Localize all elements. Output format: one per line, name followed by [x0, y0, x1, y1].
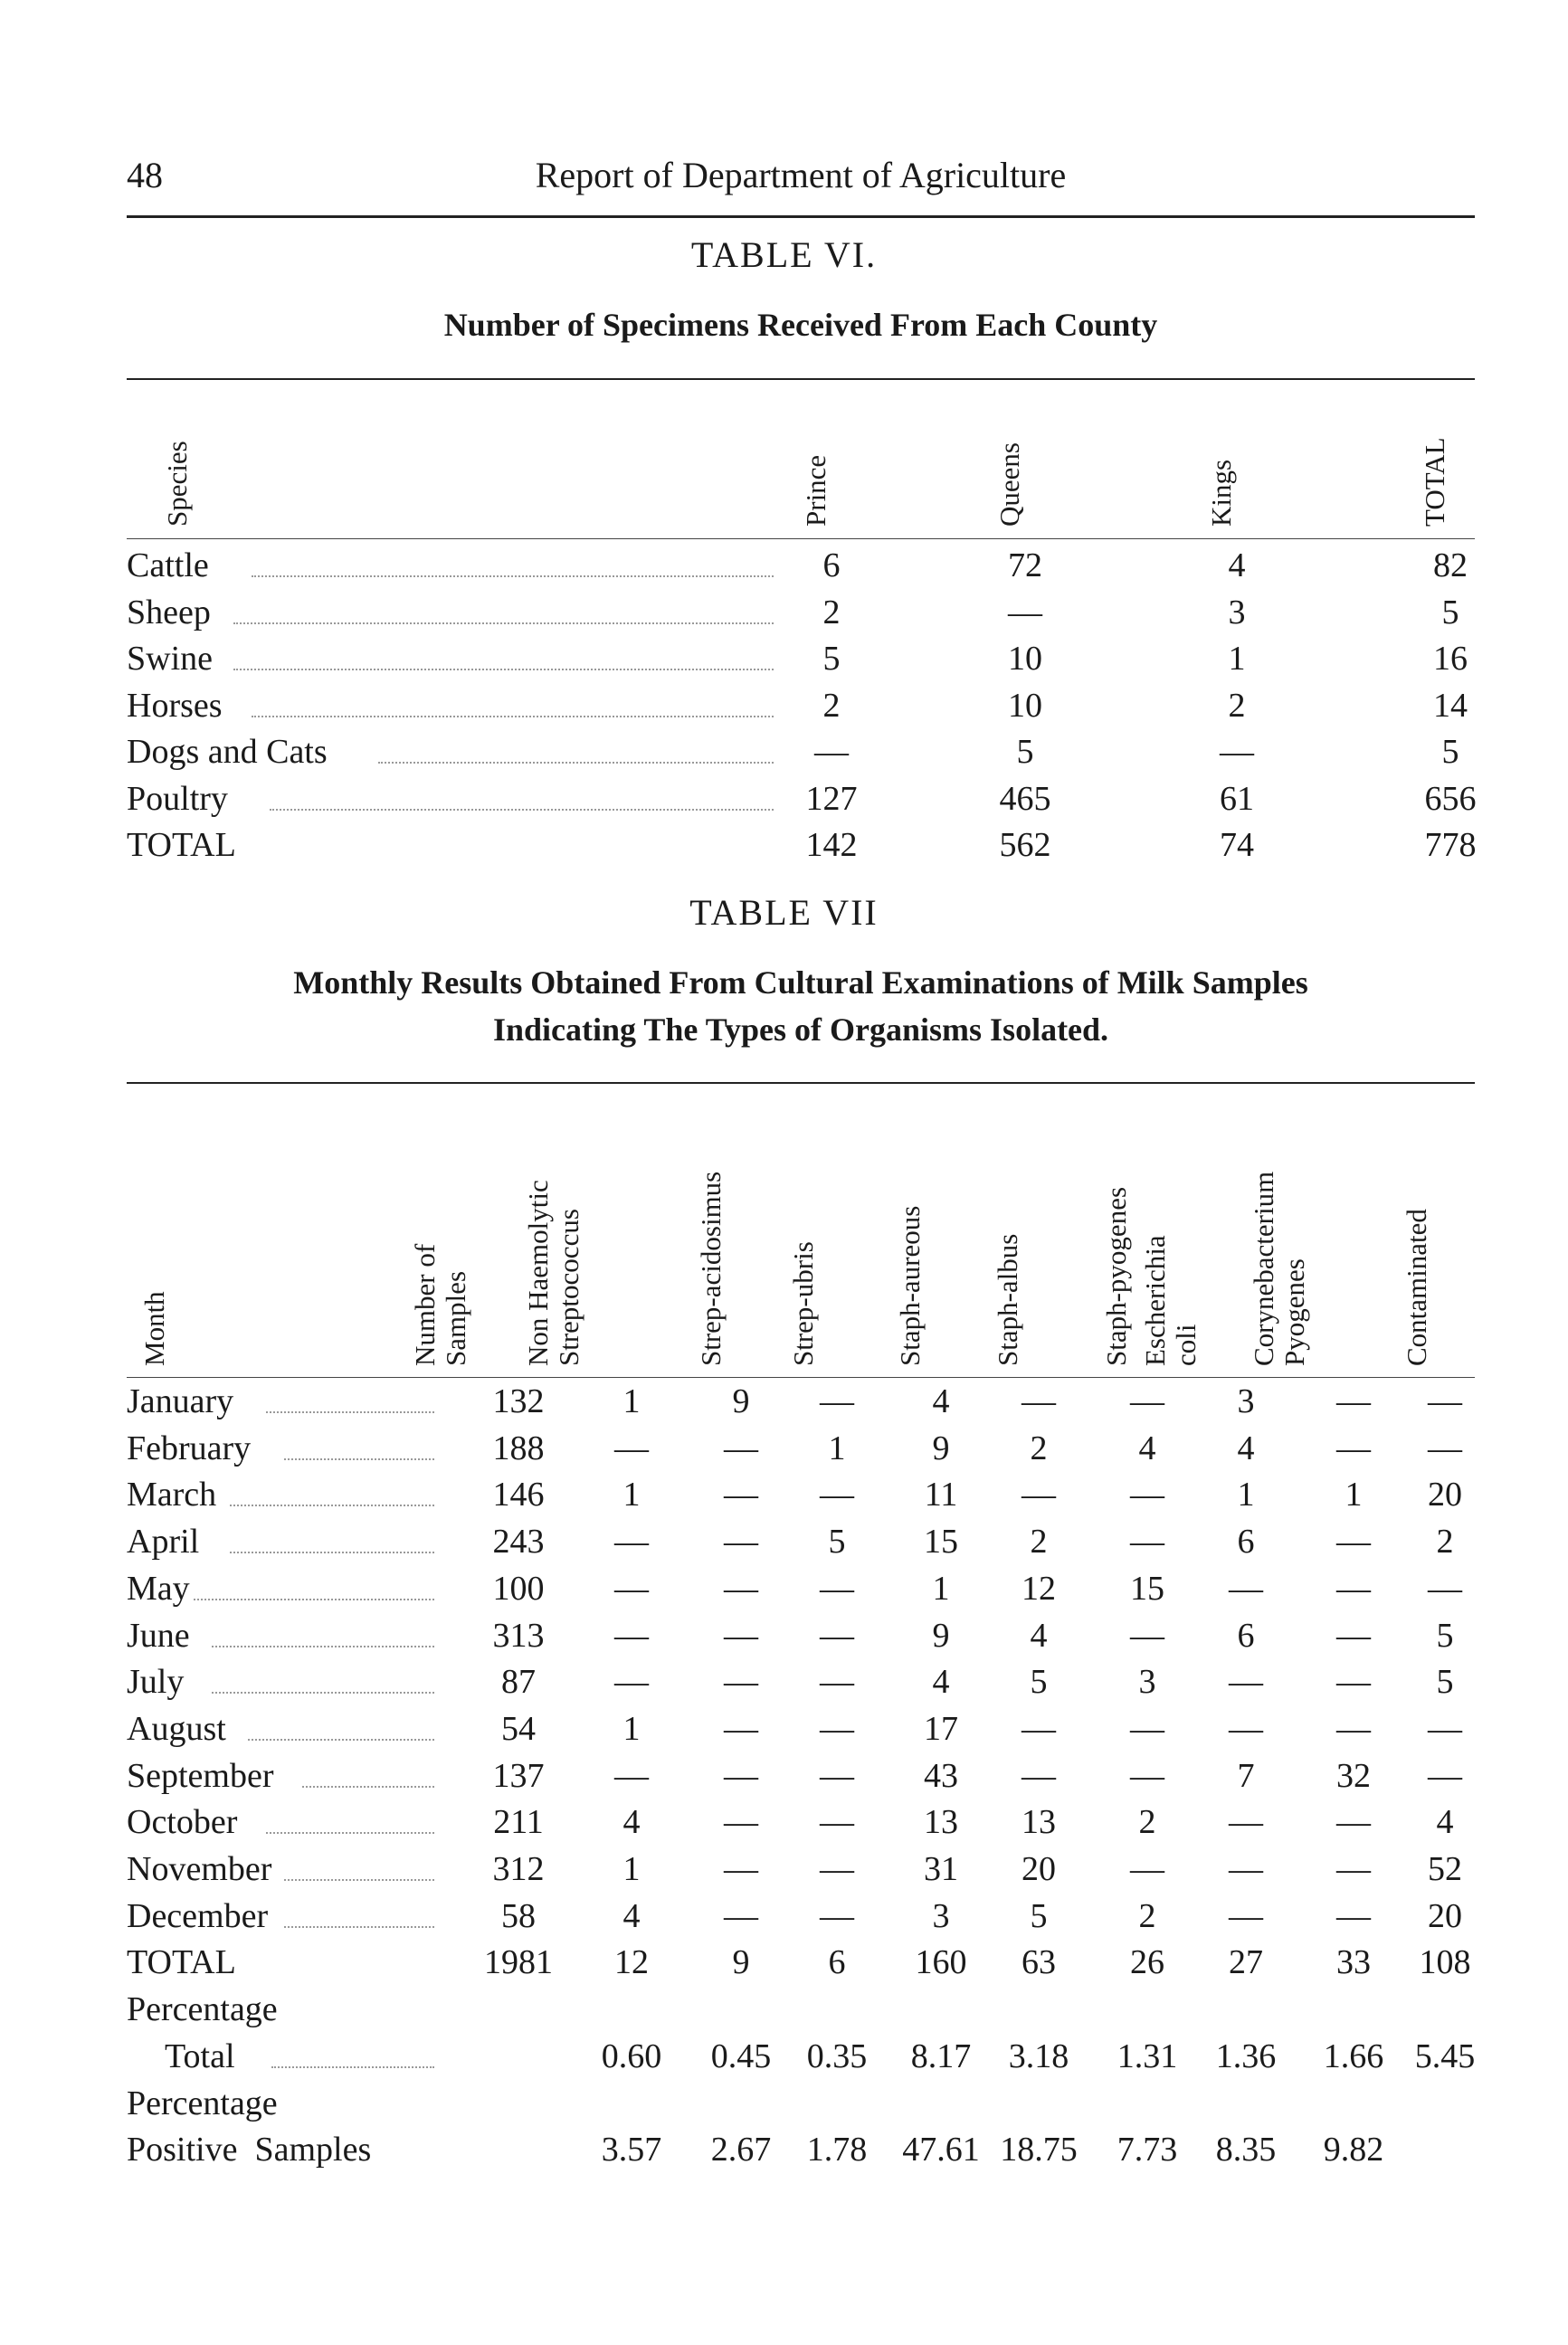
table6-cell: 2 [822, 686, 841, 725]
pct-total-cell: 5.45 [1414, 2036, 1476, 2075]
table7-header-text: Non Haemolytic Streptococcus [522, 1180, 584, 1366]
table7-cell: — [820, 1756, 854, 1795]
table7-cell: 2 [1030, 1429, 1048, 1467]
dot-leader [230, 1505, 434, 1506]
table7-cell: 211 [493, 1803, 544, 1842]
table7-row-label: April [127, 1523, 200, 1562]
table6-cell: — [1008, 593, 1042, 631]
table7-cell: 1 [622, 1850, 641, 1888]
table7-cell: — [614, 1663, 649, 1702]
table7-cell: 1 [622, 1382, 641, 1420]
table7-row-label: February [127, 1429, 252, 1467]
dot-leader [266, 1411, 434, 1413]
dot-leader [302, 1786, 434, 1788]
table7-cell: — [724, 1803, 758, 1842]
table7-cell: — [724, 1709, 758, 1748]
table7-cell: 87 [501, 1663, 536, 1702]
table7-cell: — [1229, 1709, 1263, 1748]
table6-cell: 2 [1228, 686, 1246, 725]
table7-cell: — [1428, 1429, 1462, 1467]
table7-row-label: December [127, 1896, 269, 1935]
dot-leader [233, 622, 774, 624]
table6-cell: 3 [1228, 593, 1246, 631]
table6-cell: 61 [1220, 779, 1254, 818]
pct-positive-cell: 7.73 [1117, 2131, 1178, 2169]
table7-cell: 9 [932, 1616, 950, 1655]
table7-header-text: Number of Samples [409, 1243, 471, 1366]
table6-cell: 2 [822, 593, 841, 631]
table7-cell: — [1336, 1663, 1371, 1702]
table7-cell: — [820, 1803, 854, 1842]
table7-cell: 9 [732, 1943, 750, 1982]
table7-row-label: July [127, 1663, 185, 1702]
dot-leader [252, 716, 774, 717]
table6-cell: 10 [1008, 640, 1042, 678]
table7-cell: — [724, 1429, 758, 1467]
table6-row-label: Poultry [127, 779, 228, 818]
table7-header-text: Corynebacterium Pyogenes [1248, 1171, 1310, 1366]
table7-cell: 31 [924, 1850, 958, 1888]
table7-cell: 54 [501, 1709, 536, 1748]
table7-cell: 27 [1229, 1943, 1263, 1982]
table7-cell: — [614, 1429, 649, 1467]
table6-cell: 465 [999, 779, 1051, 818]
table7-header-text: Strep-ubris [787, 1241, 819, 1366]
table7-cell: — [724, 1569, 758, 1608]
table7-cell: 132 [492, 1382, 545, 1420]
table7-cell: 1 [622, 1476, 641, 1514]
table7-cell: 4 [1030, 1616, 1048, 1655]
running-header [127, 154, 1475, 208]
table7-cell: 43 [924, 1756, 958, 1795]
table7-cell: — [1130, 1756, 1164, 1795]
dot-leader [230, 1552, 434, 1553]
dot-leader [271, 2066, 434, 2068]
table7-header-text: Escherichia coli [1139, 1235, 1202, 1366]
table7-cell: — [724, 1616, 758, 1655]
table7-cell: — [1022, 1382, 1056, 1420]
table7-cell: 4 [622, 1803, 641, 1842]
table7-cell: 4 [1436, 1803, 1454, 1842]
table7-cell: — [820, 1569, 854, 1608]
pct-total-cell: 8.17 [910, 2036, 972, 2075]
table7-cell: 17 [924, 1709, 958, 1748]
table6-header-species-text: Species [161, 441, 193, 527]
table6-cell: 16 [1433, 640, 1468, 678]
table7-header-text: Strep-acidosimus [695, 1171, 727, 1366]
table7-cell: — [820, 1616, 854, 1655]
table7-cell: 20 [1428, 1476, 1462, 1514]
table7-cell: 20 [1428, 1896, 1462, 1935]
dot-leader [284, 1458, 434, 1460]
header-rule [127, 215, 1475, 218]
table7-cell: 160 [915, 1943, 967, 1982]
table7-cell: — [1022, 1476, 1056, 1514]
table7-header-text: Staph-albus [992, 1233, 1023, 1366]
table7-cell: 108 [1419, 1943, 1471, 1982]
pct-positive-cell: 18.75 [1000, 2131, 1078, 2169]
pct-total-cell: 0.35 [806, 2036, 868, 2075]
table7-cell: — [724, 1523, 758, 1562]
table7-cell: 5 [1030, 1896, 1048, 1935]
table7-cell: 9 [932, 1429, 950, 1467]
table7-cell: 6 [828, 1943, 846, 1982]
table7-cell: — [614, 1523, 649, 1562]
table7-cell: 4 [1237, 1429, 1255, 1467]
dot-leader [212, 1646, 434, 1647]
table7-cell: 26 [1130, 1943, 1164, 1982]
table7-cell: — [1336, 1382, 1371, 1420]
table7-cell: — [1022, 1756, 1056, 1795]
table7-cell: — [1336, 1429, 1371, 1467]
table7-cell: 5 [1436, 1616, 1454, 1655]
table7-cell: — [1428, 1382, 1462, 1420]
table7-cell: — [1130, 1382, 1164, 1420]
table7-row-label: May [127, 1569, 190, 1608]
table7-cell: — [614, 1756, 649, 1795]
table6-cell: 14 [1433, 686, 1468, 725]
table6-cell: 142 [805, 826, 858, 864]
table6-title: TABLE VI. [690, 234, 878, 275]
table7-cell: 4 [1138, 1429, 1156, 1467]
table7-cell: 5 [828, 1523, 846, 1562]
table7-cell: 3 [932, 1896, 950, 1935]
pct-positive-cell: 9.82 [1323, 2131, 1384, 2169]
table7-cell: 1 [1237, 1476, 1255, 1514]
table7-cell: — [724, 1756, 758, 1795]
table7-cell: — [1130, 1616, 1164, 1655]
table7-top-rule [127, 1082, 1475, 1084]
table7-cell: 1 [828, 1429, 846, 1467]
dot-leader [194, 1599, 434, 1600]
table7-cell: 5 [1436, 1663, 1454, 1702]
table7-cell: — [724, 1850, 758, 1888]
dot-leader [266, 1832, 434, 1834]
pct-positive-cell: 8.35 [1215, 2131, 1277, 2169]
table6-cell: — [1220, 733, 1254, 771]
table7-cell: 13 [924, 1803, 958, 1842]
table6-cell: 1 [1228, 640, 1246, 678]
table7-cell: 33 [1336, 1943, 1371, 1982]
table7-cell: 3 [1237, 1382, 1255, 1420]
table6-subtitle: Number of Specimens Received From Each County [443, 307, 1158, 343]
table7-cell: — [820, 1382, 854, 1420]
table7-row-label: TOTAL [127, 1943, 236, 1982]
table7-cell: — [1229, 1896, 1263, 1935]
table7-cell: — [1229, 1569, 1263, 1608]
table7-cell: — [820, 1850, 854, 1888]
table7-header-text: Staph-aureous [894, 1205, 926, 1366]
pct-total-cell: 3.18 [1008, 2036, 1069, 2075]
table7-cell: 7 [1237, 1756, 1255, 1795]
table7-cell: 58 [501, 1896, 536, 1935]
table7-cell: — [820, 1476, 854, 1514]
table7-row-label: October [127, 1803, 238, 1842]
table7-cell: — [820, 1709, 854, 1748]
table6-cell: 4 [1228, 546, 1246, 584]
table7-cell: — [1336, 1523, 1371, 1562]
table7-cell: — [1428, 1756, 1462, 1795]
table7-cell: 6 [1237, 1616, 1255, 1655]
table7-cell: 20 [1022, 1850, 1056, 1888]
table7-cell: — [820, 1896, 854, 1935]
table6-cell: 74 [1220, 826, 1254, 864]
table6-cell: 82 [1433, 546, 1468, 584]
table6-row-label: Cattle [127, 546, 209, 584]
table7-cell: 4 [932, 1663, 950, 1702]
table7-row-label: November [127, 1850, 272, 1888]
pct-total-label-line2: Total [165, 2036, 235, 2075]
table7-row-label: September [127, 1756, 274, 1795]
pct-positive-cell: 47.61 [902, 2131, 980, 2169]
table6-cell: 6 [822, 546, 841, 584]
table6-cell: 10 [1008, 686, 1042, 725]
table6-header-rule [127, 538, 1475, 539]
table7-cell: — [724, 1476, 758, 1514]
table6-header-prince-text: Prince [800, 454, 832, 527]
table7-cell: 32 [1336, 1756, 1371, 1795]
table7-title: TABLE VII [689, 892, 879, 933]
table7-cell: 243 [492, 1523, 545, 1562]
table7-cell: 11 [924, 1476, 958, 1514]
table7-cell: 137 [492, 1756, 545, 1795]
table7-cell: 12 [614, 1943, 649, 1982]
pct-positive-label-line2: Positive Samples [127, 2131, 372, 2169]
table7-cell: 1 [1345, 1476, 1363, 1514]
pct-total-cell: 1.31 [1117, 2036, 1178, 2075]
table7-header-text: Staph-pyogenes [1100, 1186, 1132, 1366]
table7-cell: 100 [492, 1569, 545, 1608]
table7-cell: 6 [1237, 1523, 1255, 1562]
table6-cell: 72 [1008, 546, 1042, 584]
dot-leader [284, 1926, 434, 1928]
table7-cell: 15 [924, 1523, 958, 1562]
table7-row-label: August [127, 1709, 226, 1748]
table6-cell: 5 [1016, 733, 1034, 771]
table6-cell: — [814, 733, 849, 771]
table7-cell: 312 [492, 1850, 545, 1888]
table6-header-kings-text: Kings [1205, 459, 1237, 527]
pct-total-label-line1: Percentage [127, 1990, 278, 2029]
pct-positive-cell: 1.78 [806, 2131, 868, 2169]
table6-cell: 562 [999, 826, 1051, 864]
table7-cell: — [1130, 1709, 1164, 1748]
table6-row-label: Swine [127, 640, 213, 678]
table7-cell: — [724, 1663, 758, 1702]
table7-header-text: Contaminated [1401, 1209, 1432, 1366]
table7-header-text: Month [138, 1291, 170, 1366]
table7-cell: — [1336, 1850, 1371, 1888]
table7-cell: 1 [622, 1709, 641, 1748]
dot-leader [212, 1692, 434, 1694]
table7-cell: — [614, 1616, 649, 1655]
dot-leader [378, 762, 774, 764]
table7-subtitle-line1: Monthly Results Obtained From Cultural Examinations of Milk Samples [293, 964, 1308, 1001]
table7-row-label: June [127, 1616, 190, 1655]
table7-cell: — [1336, 1616, 1371, 1655]
table7-cell: 15 [1130, 1569, 1164, 1608]
table7-cell: — [1022, 1709, 1056, 1748]
dot-leader [252, 575, 774, 577]
table7-cell: 2 [1030, 1523, 1048, 1562]
dot-leader [233, 669, 774, 670]
table7-cell: 4 [622, 1896, 641, 1935]
table6-top-rule [127, 378, 1475, 380]
table7-cell: 12 [1022, 1569, 1056, 1608]
table6-cell: 5 [1441, 733, 1459, 771]
table7-cell: — [1229, 1803, 1263, 1842]
page-number: 48 [127, 155, 163, 195]
table7-cell: — [1229, 1663, 1263, 1702]
table7-cell: 2 [1138, 1803, 1156, 1842]
table7-cell: — [614, 1569, 649, 1608]
table6-cell: 778 [1424, 826, 1477, 864]
table7-row-label: March [127, 1476, 217, 1514]
table7-cell: 2 [1138, 1896, 1156, 1935]
table7-header-rule [127, 1377, 1475, 1378]
table7-cell: — [1336, 1896, 1371, 1935]
table7-cell: — [1428, 1709, 1462, 1748]
table7-cell: — [1336, 1803, 1371, 1842]
pct-total-cell: 1.36 [1215, 2036, 1277, 2075]
dot-leader [270, 809, 774, 811]
table7-cell: 1981 [484, 1943, 553, 1982]
table7-cell: 5 [1030, 1663, 1048, 1702]
table6-header-total-text: TOTAL [1419, 437, 1450, 527]
table7-cell: — [1130, 1850, 1164, 1888]
table7-cell: 1 [932, 1569, 950, 1608]
table7-cell: 52 [1428, 1850, 1462, 1888]
table7-cell: — [1336, 1709, 1371, 1748]
table7-cell: — [724, 1896, 758, 1935]
table6-row-label: TOTAL [127, 826, 236, 864]
table7-cell: 313 [492, 1616, 545, 1655]
pct-positive-cell: 3.57 [601, 2131, 662, 2169]
table7-cell: — [1229, 1850, 1263, 1888]
table7-cell: 63 [1022, 1943, 1056, 1982]
table7-cell: 9 [732, 1382, 750, 1420]
dot-leader [284, 1879, 434, 1881]
table7-cell: — [820, 1663, 854, 1702]
pct-total-cell: 0.60 [601, 2036, 662, 2075]
table7-row-label: January [127, 1382, 234, 1420]
table6-cell: 127 [805, 779, 858, 818]
table7-cell: — [1336, 1569, 1371, 1608]
table7-cell: 13 [1022, 1803, 1056, 1842]
dot-leader [248, 1739, 434, 1741]
table7-cell: 4 [932, 1382, 950, 1420]
pct-positive-label-line1: Percentage [127, 2084, 278, 2122]
table7-cell: — [1428, 1569, 1462, 1608]
table7-cell: — [1130, 1523, 1164, 1562]
pct-positive-cell: 2.67 [710, 2131, 772, 2169]
running-title: Report of Department of Agriculture [535, 155, 1067, 195]
table6-cell: 656 [1424, 779, 1477, 818]
table7-cell: 188 [492, 1429, 545, 1467]
table6-row-label: Dogs and Cats [127, 733, 328, 771]
table6-cell: 5 [1441, 593, 1459, 631]
table6-cell: 5 [822, 640, 841, 678]
table6-row-label: Horses [127, 686, 223, 725]
table7-subtitle-line2: Indicating The Types of Organisms Isolated. [492, 1011, 1109, 1048]
table7-cell: 146 [492, 1476, 545, 1514]
table7-cell: — [1130, 1476, 1164, 1514]
table6-header-queens-text: Queens [993, 442, 1025, 527]
pct-total-cell: 0.45 [710, 2036, 772, 2075]
table7-cell: 3 [1138, 1663, 1156, 1702]
table7-cell: 2 [1436, 1523, 1454, 1562]
pct-total-cell: 1.66 [1323, 2036, 1384, 2075]
table6-row-label: Sheep [127, 593, 211, 631]
